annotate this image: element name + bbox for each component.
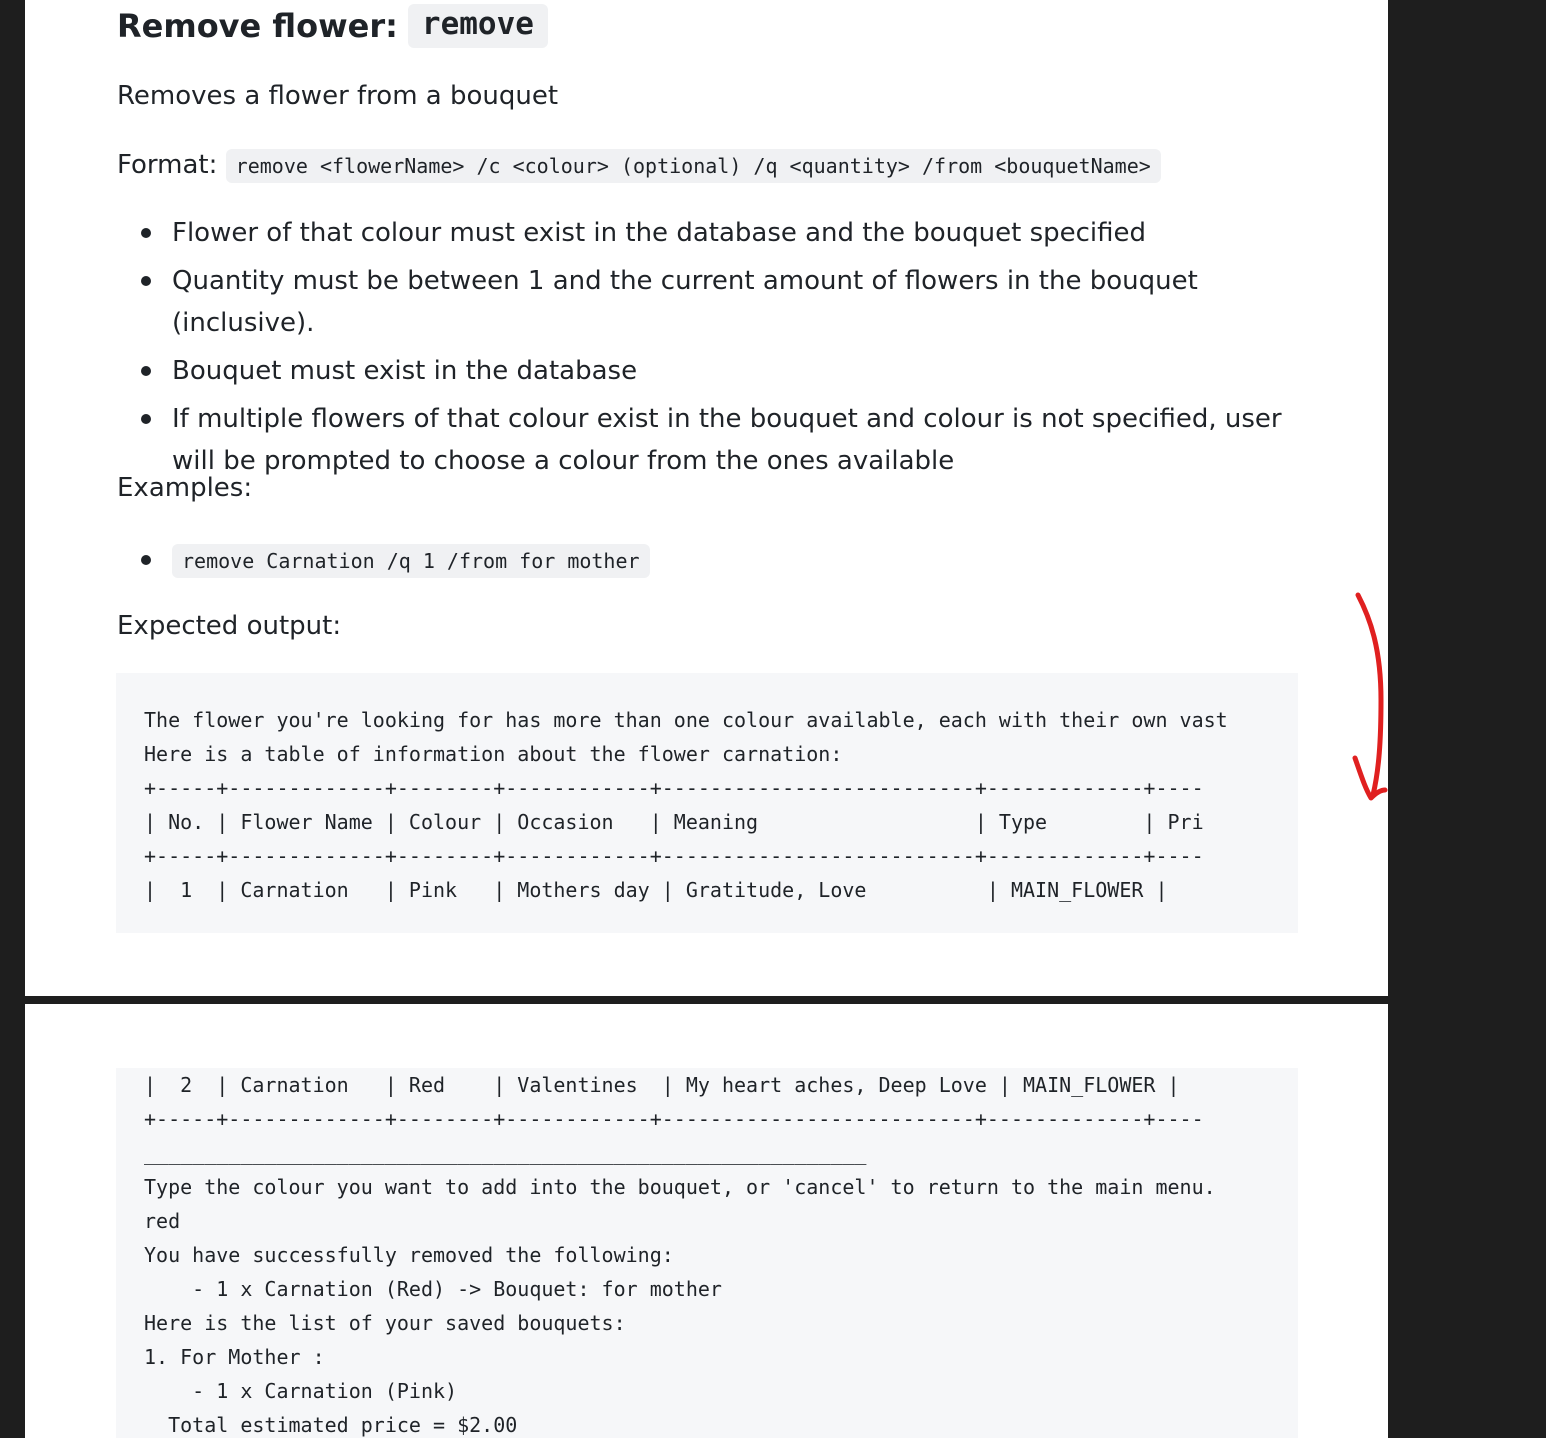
heading-command-code: remove xyxy=(408,4,548,48)
expected-output-label: Expected output: xyxy=(117,611,342,641)
output-line: Here is the list of your saved bouquets: xyxy=(144,1311,626,1335)
output-line: 1. For Mother : xyxy=(144,1345,325,1369)
output-line: red xyxy=(144,1209,181,1233)
format-code: remove <flowerName> /c <colour> (optional) /q <quantity> /from <bouquetName> xyxy=(226,149,1161,183)
list-item: If multiple flowers of that colour exist in the bouquet and colour is not specified, user will be prompted to choose a colour from the ones available xyxy=(117,398,1317,482)
list-item xyxy=(117,539,1317,581)
output-line: Here is a table of information about the flower carnation: xyxy=(144,742,843,766)
document-page-bottom xyxy=(25,1004,1388,1438)
rules-list xyxy=(117,212,1317,488)
examples-list xyxy=(117,539,1317,587)
output-line: - 1 x Carnation (Red) -> Bouquet: for mother xyxy=(144,1277,722,1301)
output-line: The flower you're looking for has more than one colour available, each with their own vast xyxy=(144,708,1228,732)
example-code: remove Carnation /q 1 /from for mother xyxy=(172,544,650,578)
output-line: +-----+-------------+--------+------------+--------------------------+-------------+---- xyxy=(144,1107,1204,1131)
output-line: +-----+-------------+--------+------------+--------------------------+-------------+---- xyxy=(144,776,1204,800)
expected-output-codeblock xyxy=(116,673,1298,933)
output-line: | 1 | Carnation | Pink | Mothers day | Gratitude, Love | MAIN_FLOWER | xyxy=(144,878,1168,902)
hand-drawn-down-arrow-icon xyxy=(1343,590,1388,810)
format-label: Format: xyxy=(117,150,218,180)
output-line: +-----+-------------+--------+------------+--------------------------+-------------+---- xyxy=(144,844,1204,868)
output-line: You have successfully removed the following: xyxy=(144,1243,674,1267)
section-description: Removes a flower from a bouquet xyxy=(117,81,559,111)
expected-output-codeblock-continued xyxy=(116,1068,1298,1438)
heading-text: Remove flower: xyxy=(117,7,398,45)
examples-label: Examples: xyxy=(117,473,253,503)
section-heading xyxy=(117,0,548,52)
list-item: Flower of that colour must exist in the database and the bouquet specified xyxy=(117,212,1317,254)
document-page-top xyxy=(25,0,1388,996)
output-line: | No. | Flower Name | Colour | Occasion | Meaning | Type | Pri xyxy=(144,810,1204,834)
output-line: ____________________________________________________________ xyxy=(144,1141,867,1165)
output-line: Total estimated price = $2.00 xyxy=(144,1413,518,1437)
output-line: - 1 x Carnation (Pink) xyxy=(144,1379,458,1403)
format-line xyxy=(117,148,1161,183)
output-line: Type the colour you want to add into the bouquet, or 'cancel' to return to the main menu. xyxy=(144,1175,1216,1199)
output-line: | 2 | Carnation | Red | Valentines | My heart aches, Deep Love | MAIN_FLOWER | xyxy=(144,1073,1180,1097)
list-item: Bouquet must exist in the database xyxy=(117,350,1317,392)
list-item: Quantity must be between 1 and the current amount of flowers in the bouquet (inclusive). xyxy=(117,260,1317,344)
